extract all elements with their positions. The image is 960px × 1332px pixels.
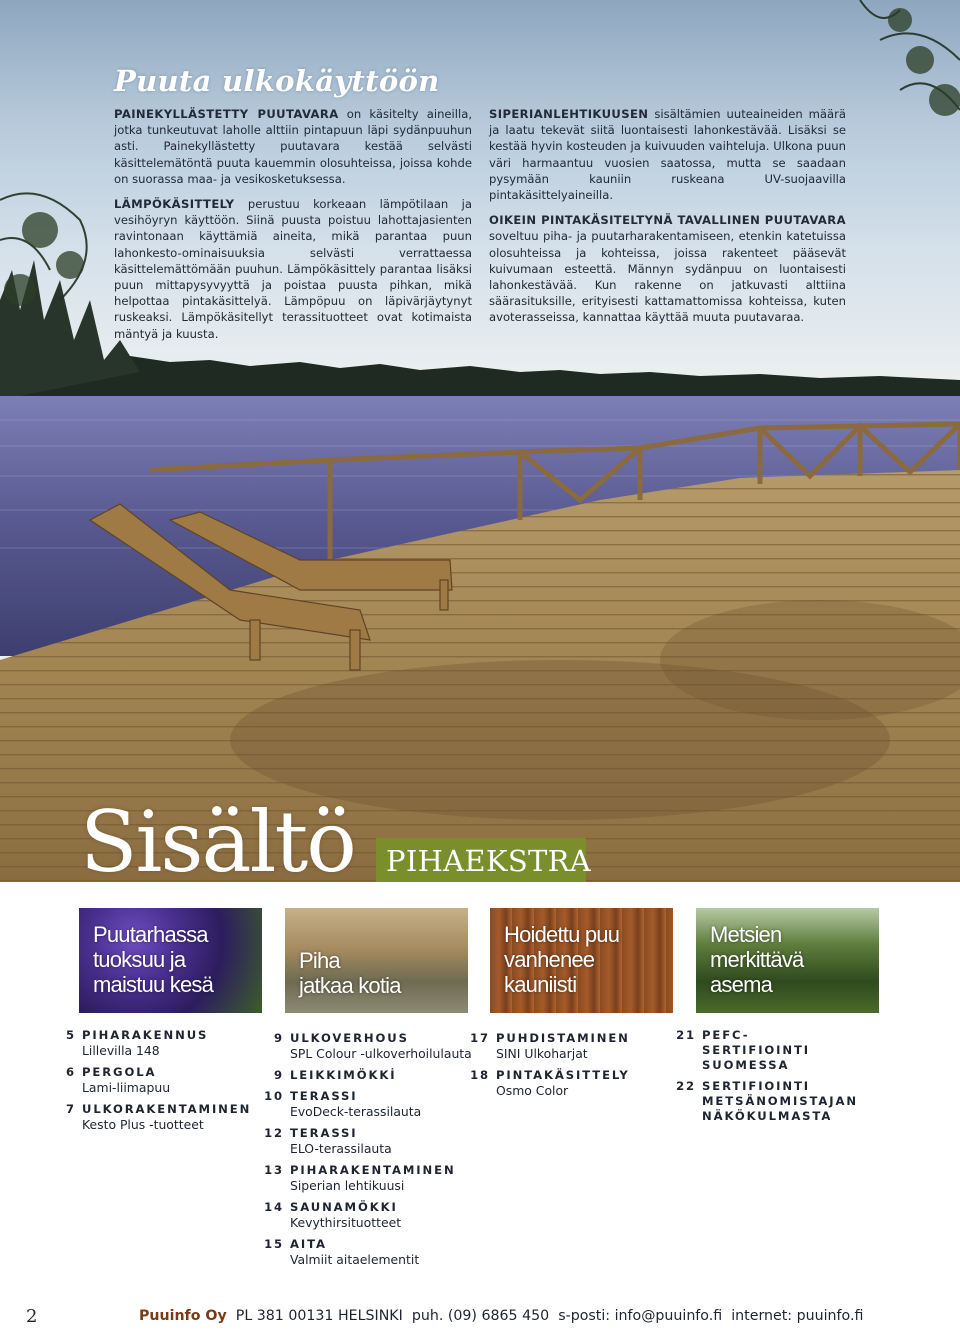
toc-entry-heading [60,1102,251,1117]
page-number: 2 [26,1306,38,1327]
paragraph-lead: SIPERIANLEHTIKUUSEN [489,107,649,121]
toc-entry-heading [264,1031,472,1046]
toc-entry[interactable] [264,1200,472,1231]
toc-subtitle: EvoDeck-terassilauta [290,1104,422,1119]
toc-page-number: 17 [470,1031,490,1045]
thumbnail-hoidettu-puu[interactable] [490,908,673,1013]
toc-column-1 [60,1028,251,1139]
thumbnail-piha[interactable] [285,908,468,1013]
paragraph-lampokasittely [114,196,472,342]
toc-page-number: 21 [676,1028,696,1042]
toc-entry[interactable] [470,1031,630,1062]
toc-entry-heading [264,1089,472,1104]
toc-entry[interactable] [264,1089,472,1120]
thumbnail-caption: Hoidettu puu vanhenee kauniisti [504,922,620,997]
toc-title: SERTIFIOINTI METSÄNOMISTAJAN NÄKÖKULMASTA [702,1079,858,1123]
toc-title: ULKORAKENTAMINEN [82,1102,252,1116]
toc-page-number: 5 [66,1028,76,1042]
paragraph-lead: OIKEIN PINTAKÄSITELTYNÄ TAVALLINEN PUUTAVARA [489,213,846,228]
toc-entry-heading [264,1200,472,1215]
thumbnail-caption: Metsien merkittävä asema [710,922,804,997]
paragraph-body: perustuu korkeaan lämpötilaan ja vesihöyryn käyttöön. Siinä puusta poistuu lahottajasienten ravintonaan käyttämiä aineita, mikä parantaa puun lahonkesto-ominaisuuksia selvästi verrattaessa käsittelemättömään puuhun. Lämpökäsittely parantaa lisäksi puun mittapysyvyyttä ja poistaa puusta pihkan, mikä helpottaa pintakäsittelyä. Lämpöpuu on läpivärjäytynyt ruskeaksi. Lämpökäsitellyt terassituotteet ovat kotimaista mäntyä ja kuusta. [114,197,472,341]
footer-phone: puh. (09) 6865 450 [411,1308,550,1324]
toc-page-number: 9 [274,1068,284,1082]
toc-entry[interactable] [470,1068,630,1099]
toc-title: TERASSI [290,1089,358,1103]
toc-page-number: 10 [264,1089,284,1103]
toc-title: PUHDISTAMINEN [496,1031,630,1045]
toc-page-number: 12 [264,1126,284,1140]
toc-entry[interactable] [60,1102,251,1133]
toc-subtitle: Kevythirsituotteet [290,1215,402,1230]
thumbnail-metsien[interactable] [696,908,879,1013]
toc-title: PIHARAKENNUS [82,1028,209,1042]
footer-web[interactable]: internet: puuinfo.fi [731,1308,864,1324]
toc-page-number: 14 [264,1200,284,1214]
toc-page-number: 6 [66,1065,76,1079]
toc-title: AITA [290,1237,327,1251]
toc-page-number: 13 [264,1163,284,1177]
thumbnail-puutarha[interactable] [79,908,262,1013]
toc-title: ULKOVERHOUS [290,1031,409,1045]
toc-entry-heading [264,1068,472,1083]
toc-title: LEIKKIMÖKKİ [290,1068,397,1082]
toc-page-number: 7 [66,1102,76,1116]
footer-brand: Puuinfo Oy [139,1308,227,1324]
paragraph-lead: PAINEKYLLÄSTETTY PUUTAVARA [114,107,339,121]
toc-page-number: 18 [470,1068,490,1082]
toc-entry-heading [676,1079,858,1124]
toc-entry-heading [264,1163,472,1178]
pihaekstra-badge: PIHAEKSTRA [376,838,586,882]
toc-entry-heading [470,1031,630,1046]
toc-entry[interactable] [264,1031,472,1062]
toc-title: PEFC-SERTIFIOINTI SUOMESSA [702,1028,811,1072]
toc-page-number: 22 [676,1079,696,1093]
article-heading: Puuta ulkokäyttöön [114,64,440,98]
toc-entry[interactable] [264,1237,472,1268]
toc-entry[interactable] [60,1028,251,1059]
toc-title: SAUNAMÖKKI [290,1200,398,1214]
toc-subtitle: ELO-terassilauta [290,1141,392,1156]
toc-page-number: 9 [274,1031,284,1045]
toc-title: TERASSI [290,1126,358,1140]
toc-entry[interactable] [264,1068,472,1083]
toc-subtitle: Valmiit aitaelementit [290,1252,420,1267]
thumbnail-caption: Piha jatkaa kotia [299,948,401,998]
toc-subtitle: Lillevilla 148 [82,1043,160,1058]
toc-entry-heading [470,1068,630,1083]
toc-subtitle: Kesto Plus -tuotteet [82,1117,204,1132]
toc-entry[interactable] [676,1079,858,1124]
toc-entry-heading [676,1028,842,1073]
toc-entry[interactable] [264,1126,472,1157]
toc-column-2 [264,1031,472,1274]
toc-column-4 [676,1028,858,1130]
toc-subtitle: SPL Colour -ulkoverhoilulauta [290,1046,472,1061]
toc-entry-heading [264,1126,472,1141]
paragraph-body: sisältämien uuteaineiden määrä ja laatu tekevät siitä luontaisesti lahonkestävää. Lisäksi se kestää hyvin kosteuden ja kuivuuden vaihteluja. Ulkona puun väri harmaantuu vuosien saatossa, mutta se saadaan pysymään kauniin ruskeana UV-suojaavilla pintakäsittelyaineilla. [489,107,847,203]
article-column-left [114,106,472,351]
footer-email[interactable]: s-posti: info@puuinfo.fi [558,1308,723,1324]
paragraph-siperianlehtikuusi [489,106,846,203]
treeline [0,356,960,400]
toc-entry-heading [60,1065,251,1080]
toc-subtitle: SINI Ulkoharjat [496,1046,588,1061]
paragraph-painekyllastetty [114,106,472,187]
toc-entry-heading [264,1237,472,1252]
footer-address: PL 381 00131 HELSINKI [235,1308,403,1324]
toc-column-3 [470,1031,630,1105]
toc-title: PIHARAKENTAMINEN [290,1163,456,1177]
toc-subtitle: Osmo Color [496,1083,569,1098]
toc-subtitle: Lami-liimapuu [82,1080,171,1095]
toc-entry[interactable] [60,1065,251,1096]
footer-contact [139,1308,863,1324]
paragraph-body: on käsitelty aineilla, jotka tunkeutuvat laholle alttiin pintapuun läpi sydänpuuhun asti. Painekyllästetty puutavara kestää selvästi käsittelemätöntä puuta kauemmin olosuhteissa, joissa kohde on suorassa maa- ja vesikosketuksessa. [114,107,473,186]
toc-entry[interactable] [676,1028,842,1073]
paragraph-pintakasitelty [489,212,846,325]
paragraph-body: soveltuu piha- ja puutarharakentamiseen, etenkin katetuissa olosuhteissa ja kohteissa, joissa rakenteet pääsevät kuivumaan esteettä. Männyn sydänpuu on luontaisesti lahonkestävää. Kun rakenne on jatkuvasti alttiina säärasituksille, erityisesti kattamattomissa kohteissa, kuten avoterasseissa, kannattaa käyttää muuta puutavaraa. [489,229,846,325]
toc-title: PERGOLA [82,1065,157,1079]
thumbnail-caption: Puutarhassa tuoksuu ja maistuu kesä [93,922,214,997]
toc-entry-heading [60,1028,251,1043]
toc-entry[interactable] [264,1163,472,1194]
article-column-right [489,106,846,335]
toc-title: PINTAKÄSITTELY [496,1068,630,1082]
contents-title: Sisältö [80,793,355,882]
toc-page-number: 15 [264,1237,284,1251]
toc-subtitle: Siperian lehtikuusi [290,1178,405,1193]
paragraph-lead: LÄMPÖKÄSITTELY [114,197,235,212]
